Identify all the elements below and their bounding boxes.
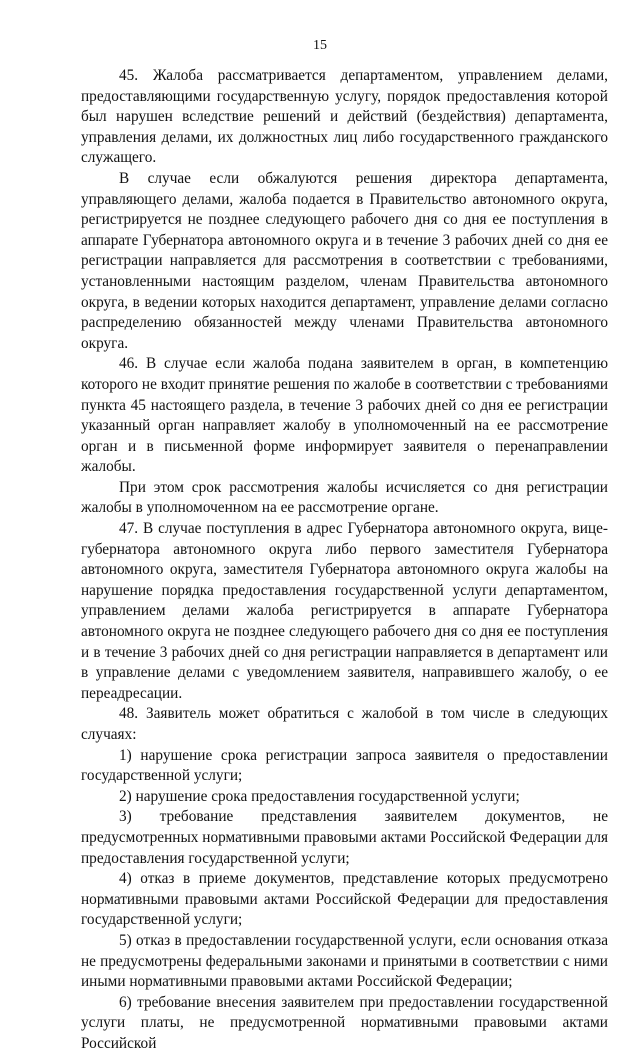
document-body [81,66,608,1055]
list-item-6: 6) требование внесения заявителем при предоставлении государственной услуги платы, не предусмотренной нормативными правовыми актами Российской [81,993,608,1052]
list-item-4: 4) отказ в приеме документов, представление которых предусмотрено нормативными правовыми актами Российской Федерации для предоставления государственной услуги; [81,870,608,929]
paragraph-45-director-complaint: В случае если обжалуются решения директора департамента, управляющего делами, жалоба подается в Правительство автономного округа, регистрируется не позднее следующего рабочего дня со дня ее поступления в аппарате Губернатора автономного округа и в течение 3 рабочих дней со дня ее регистрации направляется для рассмотрения в соответствии с требованиями, установленными настоящим разделом, членам Правительства автономного округа, в ведении которых находится департамент, управление делами согласно распределению обязанностей между членами Правительства автономного округа. [81,169,608,352]
list-item-3: 3) требование представления заявителем документов, не предусмотренных нормативными правовыми актами Российской Федерации для предоставления государственной услуги; [81,808,608,867]
paragraph-48: 48. Заявитель может обратиться с жалобой в том числе в следующих случаях: [81,705,608,743]
paragraph-45: 45. Жалоба рассматривается департаментом, управлением делами, предоставляющими государственную услугу, порядок предоставления которой был нарушен вследствие решений и действий (бездействия) департамента, управления делами, их должностных лиц либо государственного гражданского служащего. [81,67,608,167]
paragraph-46: 46. В случае если жалоба подана заявителем в орган, в компетенцию которого не входит принятие решения по жалобе в соответствии с требованиями пункта 45 настоящего раздела, в течение 3 рабочих дней со дня ее регистрации указанный орган направляет жалобу в уполномоченный на ее рассмотрение орган и в письменной форме информирует заявителя о перенаправлении жалобы. [81,355,609,476]
paragraph-46-term: При этом срок рассмотрения жалобы исчисляется со дня регистрации жалобы в уполномоченном на ее рассмотрение органе. [81,478,608,517]
page-number: 15 [313,38,327,53]
list-item-1: 1) нарушение срока регистрации запроса заявителя о предоставлении государственной услуги; [81,746,608,785]
list-item-5: 5) отказ в предоставлении государственной услуги, если основания отказа не предусмотрены федеральными законами и принятыми в соответствии с ними иными нормативными правовыми актами Российской Федерации; [81,931,608,991]
paragraph-47: 47. В случае поступления в адрес Губернатора автономного округа, вице-губернатора автономного округа либо первого заместителя Губернатора автономного округа, заместителя Губернатора автономного округа жалобы на нарушение порядка предоставления государственной услуги департаментом, управлением делами жалоба регистрируется в аппарате Губернатора автономного округа не позднее следующего рабочего дня со дня ее поступления и в течение 3 рабочих дней со дня регистрации направляется в департамент или в управление делами с уведомлением заявителя, направившего жалобу, о ее переадресации. [81,520,608,702]
list-item-2: 2) нарушение срока предоставления государственной услуги; [119,787,520,805]
